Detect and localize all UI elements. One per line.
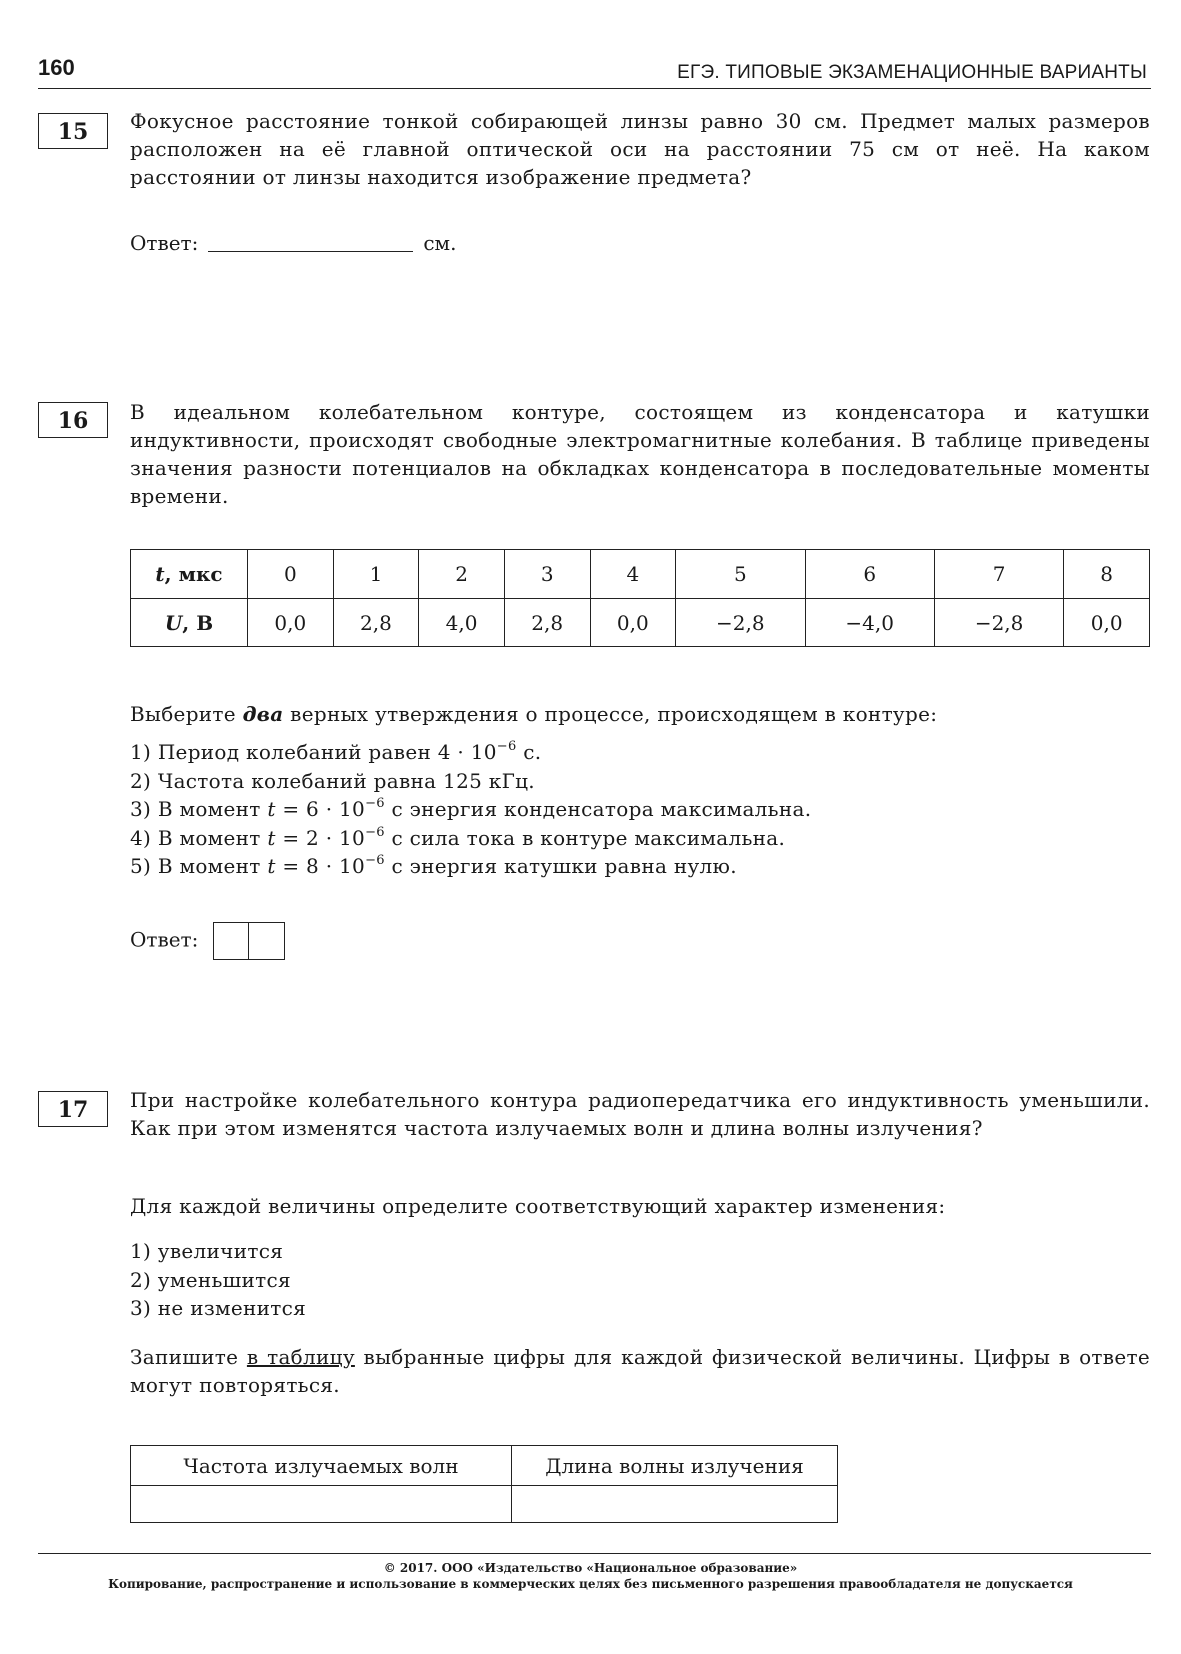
table-cell: 3 [504,550,590,599]
table-cell: 2,8 [504,599,590,647]
task-15-text: Фокусное расстояние тонкой собирающей линзы равно 30 см. Предмет малых размеров расположен на её главной оптической оси на расстоянии 75 см от неё. На каком расстоянии от линзы находится изображение предмета? [130,109,1150,189]
table-cell: 4,0 [419,599,505,647]
row-label-voltage: U, В [131,599,248,647]
task-17-text: При настройке колебательного контура радиопередатчика его индуктивность уменьшили. Как при этом изменятся частота излучаемых волн и длина волны излучения? [130,1088,1150,1140]
footer-divider [38,1553,1151,1554]
footer-copyright: © 2017. ООО «Издательство «Национальное образование» [383,1561,798,1575]
page-number: 160 [38,55,75,80]
answer-digit-box-1[interactable] [213,922,249,960]
table-cell: −2,8 [676,599,805,647]
table-row-time [131,550,1150,599]
running-title: ЕГЭ. ТИПОВЫЕ ЭКЗАМЕНАЦИОННЫЕ ВАРИАНТЫ [677,62,1147,83]
table-answer-row [131,1486,838,1523]
task-16-text: В идеальном колебательном контуре, состоящем из конденсатора и катушки индуктивности, происходят свободные электромагнитные колебания. В таблице приведены значения разности потенциалов на обкладках конденсатора в последовательные моменты времени. [130,400,1150,508]
table-cell: 2,8 [333,599,419,647]
footer-notice: Копирование, распространение и использование в коммерческих целях без письменного разрешения правообладателя не допускается [108,1577,1073,1591]
list-item: 3) В момент $t = 6 \cdot 10^{-6}$ с энергия конденсатора максимальна. [130,796,812,821]
answer-cell-frequency[interactable] [131,1486,512,1523]
table-cell: 8 [1064,550,1150,599]
list-item: 4) В момент $t = 2 \cdot 10^{-6}$ с сила тока в контуре максимальна. [130,824,786,850]
list-item: 1) Период колебаний равен $4 \cdot 10^{-6}$ с. [130,739,542,764]
task-15-answer-unit: см. [423,231,457,255]
task-16-answer-label: Ответ: [130,927,199,952]
column-header-wavelength: Длина волны излучения [512,1446,838,1486]
task-15-answer-label: Ответ: [130,231,199,255]
table-cell: 7 [934,550,1063,599]
task-16-options [130,738,811,881]
voltage-time-table [130,549,1150,647]
task-16-number: 16 [38,402,108,438]
column-header-frequency: Частота излучаемых волн [131,1446,512,1486]
table-header-row [131,1446,838,1486]
table-cell: −2,8 [934,599,1063,647]
task-17-write-instruction: Запишите в таблицу выбранные цифры для каждой физической величины. Цифры в ответе могут повторяться. [130,1345,1150,1397]
table-cell: 5 [676,550,805,599]
task-15-number: 15 [38,113,108,149]
list-item: 2) Частота колебаний равна 125 кГц. [130,768,535,793]
table-cell: 1 [333,550,419,599]
task-16-answer-boxes [213,922,285,960]
table-cell: −4,0 [805,599,934,647]
table-cell: 0,0 [248,599,334,647]
table-cell: 0 [248,550,334,599]
table-cell: 2 [419,550,505,599]
task-17-instruction: Для каждой величины определите соответствующий характер изменения: [130,1194,946,1218]
header-divider [38,88,1151,89]
task-16-prompt: Выберите два верных утверждения о процессе, происходящем в контуре: [130,702,938,726]
table-row-voltage [131,599,1150,647]
task-17-choices [130,1237,306,1323]
task-17-answer-table [130,1445,838,1523]
list-item: 5) В момент $t = 8 \cdot 10^{-6}$ с энергия катушки равна нулю. [130,853,737,878]
table-cell: 6 [805,550,934,599]
list-item: 3) не изменится [130,1296,307,1320]
answer-cell-wavelength[interactable] [512,1486,838,1523]
answer-digit-box-2[interactable] [249,922,285,960]
task-15-answer-field[interactable] [208,233,413,252]
list-item: 1) увеличится [130,1239,284,1263]
task-15-answer [130,231,456,255]
row-label-time: t, мкс [131,550,248,599]
table-cell: 0,0 [590,599,676,647]
table-cell: 4 [590,550,676,599]
list-item: 2) уменьшится [130,1267,291,1292]
table-cell: 0,0 [1064,599,1150,647]
task-17-number: 17 [38,1091,108,1127]
task-16-answer [130,922,285,960]
